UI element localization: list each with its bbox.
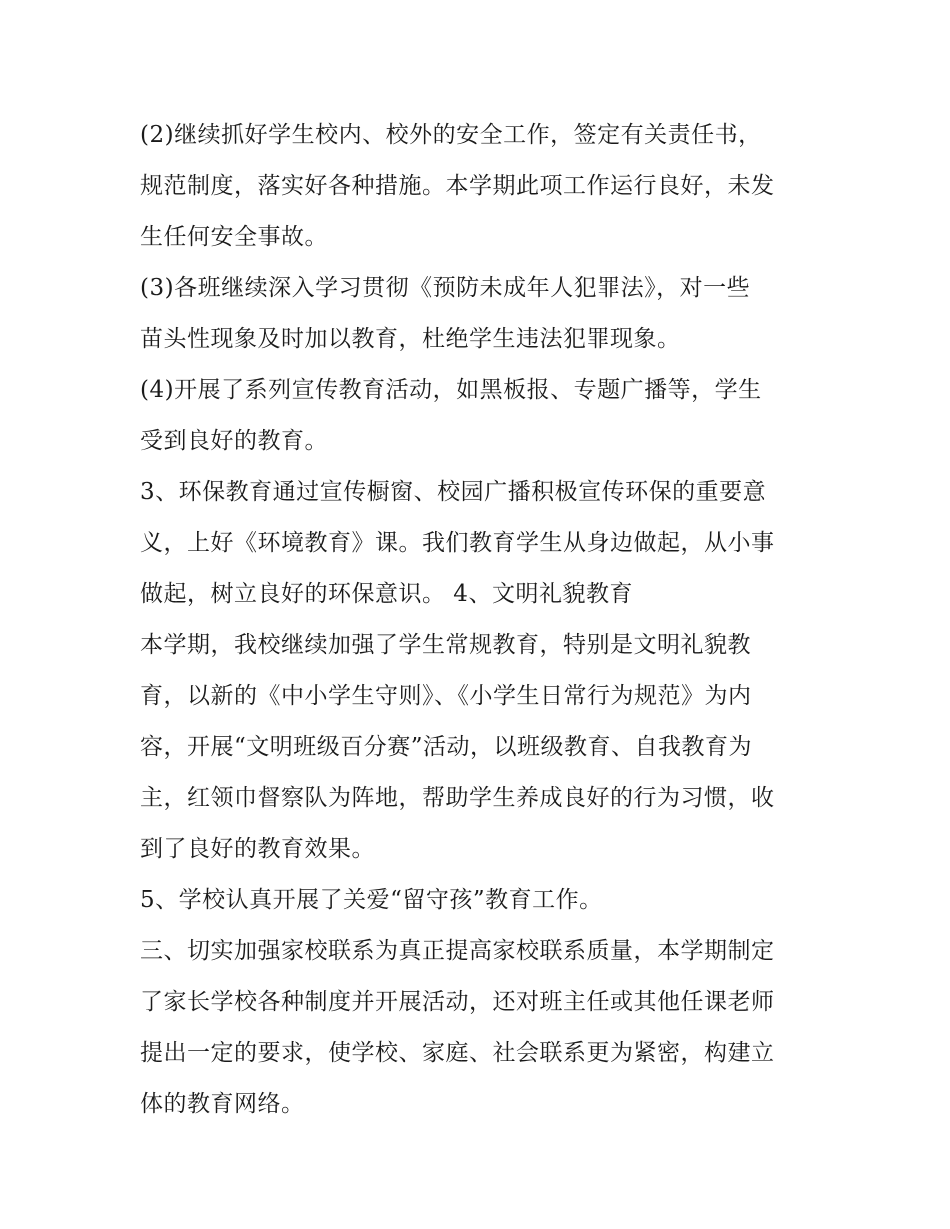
text-line: 规范制度，落实好各种措施。本学期此项工作运行良好，未发 <box>140 173 775 199</box>
text-line: 到了良好的教育效果。 <box>140 836 375 862</box>
text-line: 受到良好的教育。 <box>140 428 328 454</box>
text-line: 主，红领巾督察队为阵地，帮助学生养成良好的行为习惯，收 <box>140 785 775 811</box>
text-line: 了家长学校各种制度并开展活动，还对班主任或其他任课老师 <box>140 989 775 1015</box>
text-line: 5、学校认真开展了关爱“留守孩”教育工作。 <box>140 887 603 913</box>
text-line: 提出一定的要求，使学校、家庭、社会联系更为紧密，构建立 <box>140 1040 775 1066</box>
text-line: 苗头性现象及时加以教育，杜绝学生违法犯罪现象。 <box>140 326 681 352</box>
text-line: 体的教育网络。 <box>140 1091 305 1117</box>
text-line: (3)各班继续深入学习贯彻《预防未成年人犯罪法》，对一些 <box>140 275 751 301</box>
text-line: (4)开展了系列宣传教育活动，如黑板报、专题广播等，学生 <box>140 377 762 403</box>
text-line: (2)继续抓好学生校内、校外的安全工作，签定有关责任书， <box>140 122 762 148</box>
text-line: 义，上好《环境教育》课。我们教育学生从身边做起，从小事 <box>140 530 775 556</box>
text-line: 做起，树立良好的环保意识。 4、文明礼貌教育 <box>140 581 633 607</box>
document-body <box>140 110 820 1130</box>
text-line: 容，开展“文明班级百分赛”活动，以班级教育、自我教育为 <box>140 734 753 760</box>
text-line: 3、环保教育通过宣传橱窗、校园广播积极宣传环保的重要意 <box>140 479 767 505</box>
text-line: 三、切实加强家校联系为真正提高家校联系质量，本学期制定 <box>140 938 775 964</box>
text-line: 生任何安全事故。 <box>140 224 328 250</box>
text-line: 本学期，我校继续加强了学生常规教育，特别是文明礼貌教 <box>140 632 751 658</box>
text-line: 育，以新的《中小学生守则》、《小学生日常行为规范》为内 <box>140 683 752 709</box>
